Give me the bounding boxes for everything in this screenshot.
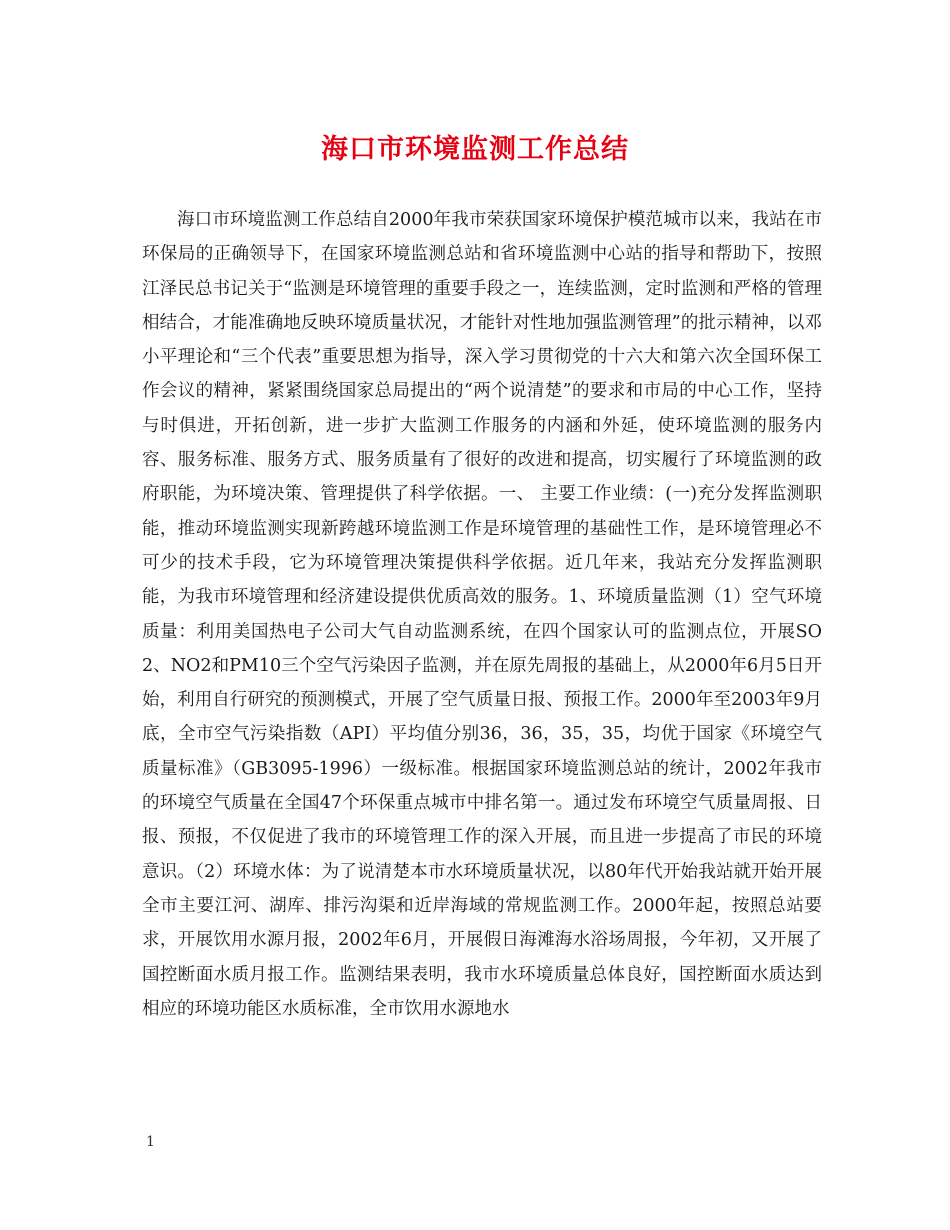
document-body-paragraph: 海口市环境监测工作总结自2000年我市荣获国家环境保护模范城市以来，我站在市环保局的正确领导下，在国家环境监测总站和省环境监测中心站的指导和帮助下，按照江泽民总书记关于“监测是环境管理的重要手段之一，连续监测，定时监测和严格的管理相结合，才能准确地反映环境质量状况，才能针对性地加强监测管理”的批示精神，以邓小平理论和“三个代表”重要思想为指导，深入学习贯彻党的十六大和第六次全国环保工作会议的精神，紧紧围绕国家总局提出的“两个说清楚”的要求和市局的中心工作，坚持与时俱进，开拓创新，进一步扩大监测工作服务的内涵和外延，使环境监测的服务内容、服务标准、服务方式、服务质量有了很好的改进和提高，切实履行了环境监测的政府职能，为环境决策、管理提供了科学依据。一、 主要工作业绩：(一)充分发挥监测职能，推动环境监测实现新跨越环境监测工作是环境管理的基础性工作，是环境管理必不可少的技术手段，它为环境管理决策提供科学依据。近几年来，我站充分发挥监测职能，为我市环境管理和经济建设提供优质高效的服务。1、环境质量监测（1）空气环境质量：利用美国热电子公司大气自动监测系统，在四个国家认可的监测点位，开展SO2、NO2和PM10三个空气污染因子监测，并在原先周报的基础上，从2000年6月5日开始，利用自行研究的预测模式，开展了空气质量日报、预报工作。2000年至2003年9月底，全市空气污染指数（API）平均值分别36，36，35，35，均优于国家《环境空气质量标准》（GB3095-1996）一级标准。根据国家环境监测总站的统计，2002年我市的环境空气质量在全国47个环保重点城市中排名第一。通过发布环境空气质量周报、日报、预报，不仅促进了我市的环境管理工作的深入开展，而且进一步提高了市民的环境意识。（2）环境水体：为了说清楚本市水环境质量状况，以80年代开始我站就开始开展全市主要江河、湖库、排污沟渠和近岸海域的常规监测工作。2000年起，按照总站要求，开展饮用水源月报，2002年6月，开展假日海滩海水浴场周报，今年初，又开展了国控断面水质月报工作。监测结果表明，我市水环境质量总体良好，国控断面水质达到相应的环境功能区水质标准，全市饮用水源地水 xyxy=(142,210,822,1019)
page-number: 1 xyxy=(146,1134,155,1150)
document-title: 海口市环境监测工作总结 xyxy=(321,134,629,165)
